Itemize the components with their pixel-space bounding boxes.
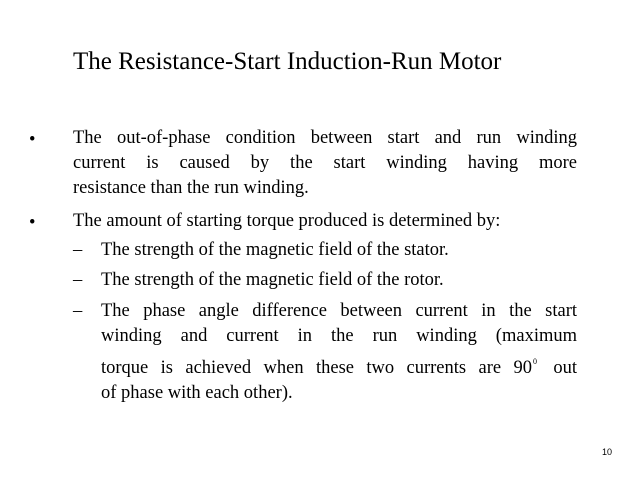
bullet-item — [73, 126, 577, 201]
dash-icon: – — [73, 270, 83, 290]
sub-bullet-text: out — [553, 358, 577, 378]
sub-bullet-line: The strength of the magnetic field of the stator. — [101, 240, 449, 260]
page-number: 10 — [601, 447, 612, 457]
slide-title: The Resistance-Start Induction-Run Motor — [73, 48, 502, 75]
bullet-line: current is caused by the start winding having more — [73, 153, 577, 173]
sub-bullet-line: The phase angle difference between current in the start — [101, 301, 577, 321]
degree-mark: 0 — [532, 357, 537, 366]
bullet-icon: • — [29, 213, 36, 233]
sub-bullet-line: of phase with each other). — [101, 383, 293, 403]
sub-bullet-item — [101, 238, 449, 263]
bullet-line: The out-of-phase condition between start and run winding — [73, 128, 577, 148]
bullet-item — [73, 209, 500, 234]
bullet-icon: • — [29, 130, 36, 150]
sub-bullet-item — [101, 268, 444, 293]
sub-bullet-item — [101, 299, 577, 406]
bullet-line: The amount of starting torque produced is determined by: — [73, 211, 501, 231]
bullet-line: resistance than the run winding. — [73, 178, 309, 198]
sub-bullet-text: torque is achieved when these two currents are 90 — [101, 358, 532, 378]
dash-icon: – — [73, 301, 83, 321]
sub-bullet-line: The strength of the magnetic field of the rotor. — [101, 270, 444, 290]
sub-bullet-line-degree — [101, 349, 577, 381]
dash-icon: – — [73, 240, 83, 260]
sub-bullet-line: winding and current in the run winding (maximum — [101, 326, 577, 346]
